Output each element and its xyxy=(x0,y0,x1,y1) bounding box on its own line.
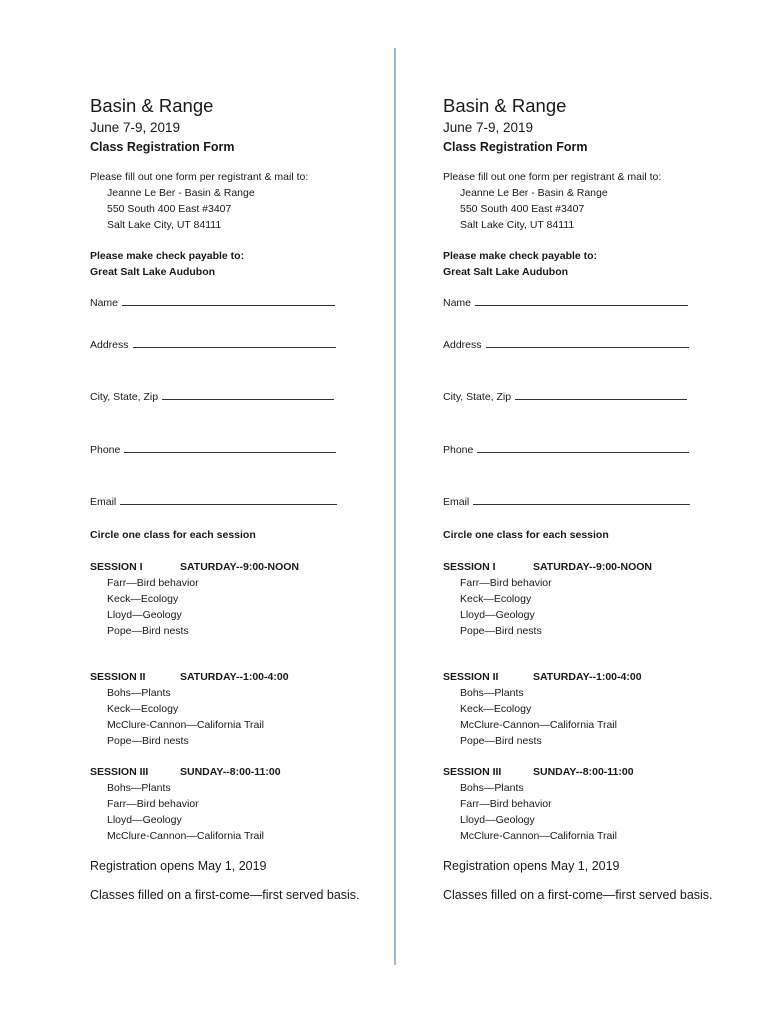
name-field[interactable] xyxy=(443,294,688,309)
session-2-class[interactable]: Pope—Bird nests xyxy=(460,735,542,747)
session-2-time: SATURDAY--1:00-4:00 xyxy=(180,671,289,683)
session-1-class[interactable]: Keck—Ecology xyxy=(107,593,179,605)
phone-blank[interactable] xyxy=(477,441,689,453)
mail-instructions: Please fill out one form per registrant & mail to: xyxy=(443,171,662,183)
address-label: Address xyxy=(90,339,129,351)
name-blank[interactable] xyxy=(475,294,688,306)
session-3-class[interactable]: McClure-Cannon—California Trail xyxy=(107,830,264,842)
name-label: Name xyxy=(443,297,472,309)
event-date: June 7-9, 2019 xyxy=(443,120,534,135)
name-field[interactable] xyxy=(90,294,335,309)
event-date: June 7-9, 2019 xyxy=(90,120,181,135)
phone-label: Phone xyxy=(443,444,474,456)
city-state-zip-label: City, State, Zip xyxy=(90,391,159,403)
session-2-name: SESSION II xyxy=(443,671,499,683)
check-heading: Please make check payable to: xyxy=(90,250,245,262)
form-title: Basin & Range xyxy=(443,95,567,116)
session-1-class[interactable]: Keck—Ecology xyxy=(460,593,532,605)
email-field[interactable] xyxy=(90,493,337,508)
address-field[interactable] xyxy=(90,336,336,351)
session-1-class[interactable]: Lloyd—Geology xyxy=(107,609,182,621)
email-label: Email xyxy=(443,496,470,508)
session-1-name: SESSION I xyxy=(443,561,496,573)
name-blank[interactable] xyxy=(122,294,335,306)
check-payee: Great Salt Lake Audubon xyxy=(90,266,216,278)
session-2-class[interactable]: Pope—Bird nests xyxy=(107,735,189,747)
email-label: Email xyxy=(90,496,117,508)
form-title: Basin & Range xyxy=(90,95,214,116)
session-2-class[interactable]: Bohs—Plants xyxy=(460,687,524,699)
phone-blank[interactable] xyxy=(124,441,336,453)
phone-label: Phone xyxy=(90,444,121,456)
session-3-class[interactable]: McClure-Cannon—California Trail xyxy=(460,830,617,842)
form-name: Class Registration Form xyxy=(443,140,588,154)
session-1-name: SESSION I xyxy=(90,561,143,573)
phone-field[interactable] xyxy=(90,441,336,456)
session-3-class[interactable]: Farr—Bird behavior xyxy=(107,798,199,810)
form-name: Class Registration Form xyxy=(90,140,235,154)
session-3-class[interactable]: Farr—Bird behavior xyxy=(460,798,552,810)
session-1-class[interactable]: Lloyd—Geology xyxy=(460,609,535,621)
session-1-class[interactable]: Farr—Bird behavior xyxy=(107,577,199,589)
session-3-name: SESSION III xyxy=(90,766,149,778)
city-state-zip-label: City, State, Zip xyxy=(443,391,512,403)
mail-address-line-3: Salt Lake City, UT 84111 xyxy=(460,219,575,231)
mail-address-line-1: Jeanne Le Ber - Basin & Range xyxy=(107,187,255,199)
session-1-time: SATURDAY--9:00-NOON xyxy=(180,561,300,573)
city-state-zip-blank[interactable] xyxy=(515,388,687,400)
session-2-class[interactable]: Bohs—Plants xyxy=(107,687,171,699)
session-2-header xyxy=(443,671,642,683)
mail-address-line-1: Jeanne Le Ber - Basin & Range xyxy=(460,187,608,199)
check-heading: Please make check payable to: xyxy=(443,250,598,262)
session-3-class[interactable]: Bohs—Plants xyxy=(107,782,171,794)
email-field[interactable] xyxy=(443,493,690,508)
filled-basis-note: Classes filled on a first-come—first served basis. xyxy=(443,888,713,902)
registration-opens: Registration opens May 1, 2019 xyxy=(90,859,267,873)
mail-address-line-2: 550 South 400 East #3407 xyxy=(107,203,232,215)
check-payee: Great Salt Lake Audubon xyxy=(443,266,569,278)
city-state-zip-field[interactable] xyxy=(443,388,687,403)
session-1-header xyxy=(443,561,653,573)
city-state-zip-field[interactable] xyxy=(90,388,334,403)
email-blank[interactable] xyxy=(473,493,690,505)
session-3-class[interactable]: Lloyd—Geology xyxy=(107,814,182,826)
session-1-class[interactable]: Pope—Bird nests xyxy=(107,625,189,637)
address-blank[interactable] xyxy=(486,336,689,348)
session-2-name: SESSION II xyxy=(90,671,146,683)
phone-field[interactable] xyxy=(443,441,689,456)
circle-instruction: Circle one class for each session xyxy=(443,529,609,541)
registration-opens: Registration opens May 1, 2019 xyxy=(443,859,620,873)
session-1-time: SATURDAY--9:00-NOON xyxy=(533,561,653,573)
session-3-header xyxy=(90,766,281,778)
mail-instructions: Please fill out one form per registrant & mail to: xyxy=(90,171,309,183)
session-3-class[interactable]: Bohs—Plants xyxy=(460,782,524,794)
session-3-class[interactable]: Lloyd—Geology xyxy=(460,814,535,826)
session-2-header xyxy=(90,671,289,683)
session-2-class[interactable]: Keck—Ecology xyxy=(107,703,179,715)
session-3-name: SESSION III xyxy=(443,766,502,778)
session-1-class[interactable]: Farr—Bird behavior xyxy=(460,577,552,589)
session-2-time: SATURDAY--1:00-4:00 xyxy=(533,671,642,683)
session-3-time: SUNDAY--8:00-11:00 xyxy=(180,766,281,778)
address-field[interactable] xyxy=(443,336,689,351)
session-1-class[interactable]: Pope—Bird nests xyxy=(460,625,542,637)
page-divider xyxy=(394,48,396,965)
circle-instruction: Circle one class for each session xyxy=(90,529,256,541)
session-2-class[interactable]: McClure-Cannon—California Trail xyxy=(107,719,264,731)
address-label: Address xyxy=(443,339,482,351)
mail-address-line-3: Salt Lake City, UT 84111 xyxy=(107,219,222,231)
session-2-class[interactable]: Keck—Ecology xyxy=(460,703,532,715)
session-2-class[interactable]: McClure-Cannon—California Trail xyxy=(460,719,617,731)
email-blank[interactable] xyxy=(120,493,337,505)
name-label: Name xyxy=(90,297,119,309)
filled-basis-note: Classes filled on a first-come—first served basis. xyxy=(90,888,360,902)
session-1-header xyxy=(90,561,300,573)
mail-address-line-2: 550 South 400 East #3407 xyxy=(460,203,585,215)
address-blank[interactable] xyxy=(133,336,336,348)
city-state-zip-blank[interactable] xyxy=(162,388,334,400)
session-3-header xyxy=(443,766,634,778)
session-3-time: SUNDAY--8:00-11:00 xyxy=(533,766,634,778)
